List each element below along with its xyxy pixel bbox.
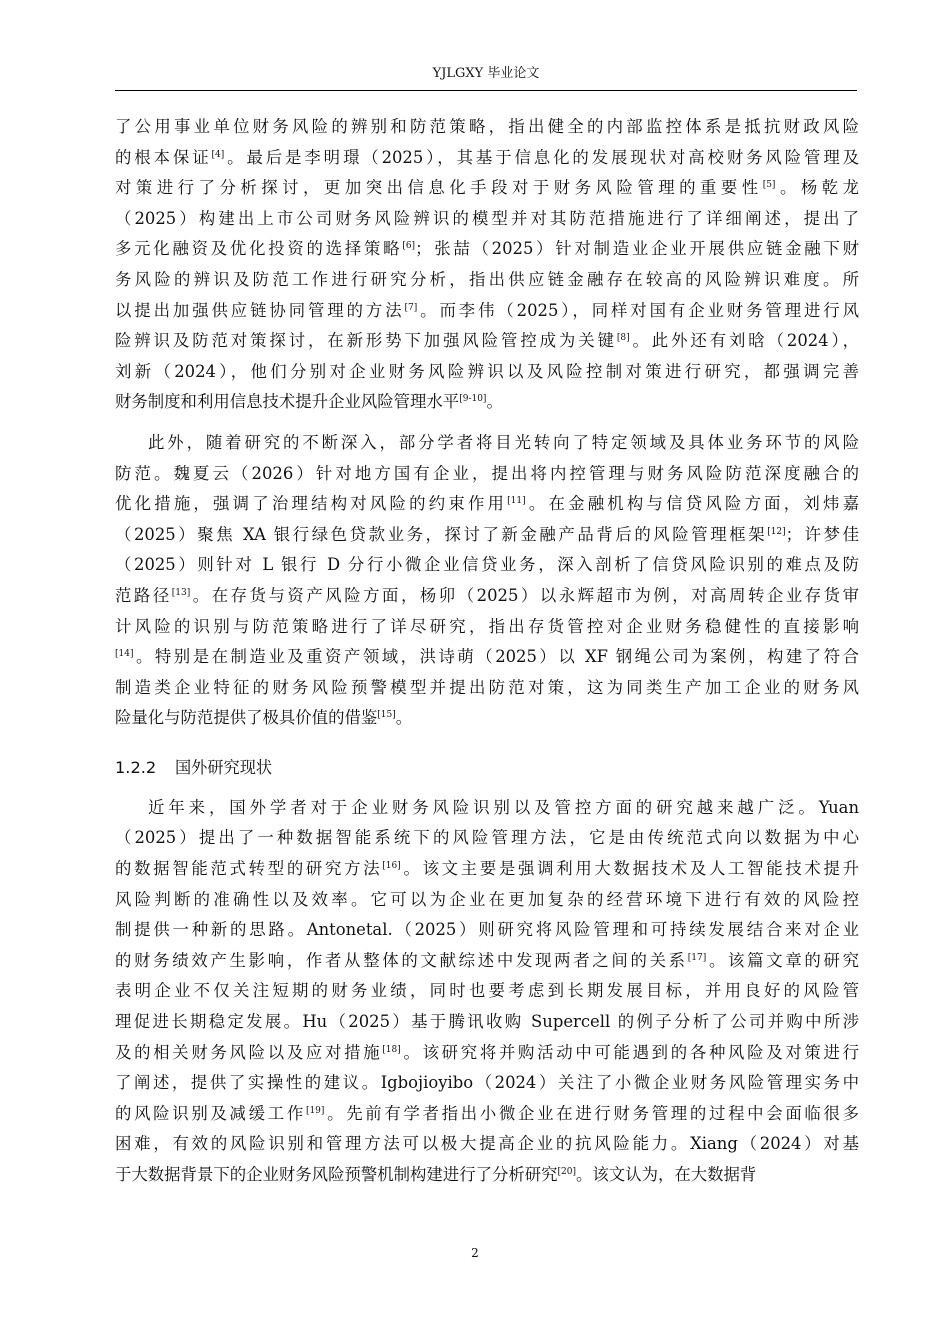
text-line bbox=[115, 673, 859, 704]
text-run: ；张喆（2025）针对制造业企业开展供应链金融下财 bbox=[415, 239, 860, 259]
text-line bbox=[115, 1160, 859, 1191]
text-line bbox=[115, 143, 859, 174]
text-line bbox=[115, 489, 859, 520]
text-run: （2025）提出了一种数据智能系统下的风险管理方法，它是由传统范式向以数据为中心 bbox=[115, 828, 859, 848]
text-line bbox=[115, 173, 859, 204]
citation-ref: [7] bbox=[404, 302, 418, 313]
text-run: 。此外还有刘晗（2024）， bbox=[629, 331, 860, 351]
text-run: 多元化融资及优化投资的选择策略 bbox=[115, 239, 403, 259]
text-line bbox=[115, 234, 859, 265]
text-run: 。杨乾龙 bbox=[775, 178, 860, 198]
text-run: 。特别是在制造业及重资产领域，洪诗萌（2025）以 XF 钢绳公司为案例，构建了符合 bbox=[133, 647, 859, 667]
citation-ref: [15] bbox=[377, 710, 396, 721]
text-run: 。在金融机构与信贷风险方面，刘炜嘉 bbox=[525, 494, 860, 514]
text-line bbox=[115, 612, 859, 643]
citation-ref: [8] bbox=[616, 333, 630, 344]
text-line bbox=[115, 581, 859, 612]
text-line bbox=[115, 550, 859, 581]
text-line bbox=[115, 428, 859, 459]
text-line bbox=[115, 854, 859, 885]
text-line bbox=[115, 946, 859, 977]
text-run: 险辨识及防范对策探讨，在新形势下加强风险管控成为关键 bbox=[115, 331, 617, 351]
text-run: 于大数据背景下的企业财务风险预警机制构建进行了分析研究 bbox=[115, 1165, 558, 1184]
text-run: 制造类企业特征的财务风险预警模型并提出防范对策，这为同类生产加工企业的财务风 bbox=[115, 677, 859, 697]
text-line bbox=[115, 326, 859, 357]
text-run: 计风险的识别与防范策略进行了详尽研究，指出存货管控对企业财务稳健性的直接影响 bbox=[115, 616, 859, 636]
text-run: 及的相关财务风险以及应对措施 bbox=[115, 1042, 383, 1062]
text-run: 财务制度和利用信息技术提升企业风险管理水平 bbox=[115, 392, 460, 412]
section-heading bbox=[115, 753, 859, 783]
text-run: 。该文主要是强调利用大数据技术及人工智能技术提升 bbox=[400, 859, 860, 879]
text-line bbox=[115, 703, 859, 734]
citation-ref: [4] bbox=[211, 149, 225, 160]
citation-ref: [13] bbox=[171, 587, 191, 598]
text-run: （2025）则针对 L 银行 D 分行小微企业信贷业务，深入剖析了信贷风险识别的难点及防 bbox=[115, 555, 859, 575]
text-run: 务风险的辨识及防范工作进行研究分析，指出供应链金融存在较高的风险辨识难度。所 bbox=[115, 269, 859, 289]
citation-ref: [11] bbox=[507, 496, 526, 507]
text-line bbox=[115, 885, 859, 916]
text-line bbox=[115, 823, 859, 854]
paragraph-foreign bbox=[115, 793, 859, 1191]
paragraph-domestic-2 bbox=[115, 428, 859, 734]
text-run: 以提出加强供应链协同管理的方法 bbox=[115, 300, 405, 320]
text-run: 。最后是李明璟（2025），其基于信息化的发展现状对高校财务风险管理及 bbox=[224, 147, 860, 167]
text-line bbox=[115, 1007, 859, 1038]
section-number: 1.2.2 bbox=[115, 757, 157, 777]
text-line bbox=[115, 112, 859, 143]
text-run: 困难，有效的风险识别和管理方法可以极大提高企业的抗风险能力。Xiang（2024）对基 bbox=[115, 1134, 859, 1154]
citation-ref: [17] bbox=[687, 952, 707, 963]
text-line bbox=[115, 296, 859, 327]
text-run: 。 bbox=[486, 392, 503, 412]
text-run: 。该研究将并购活动中可能遇到的各种风险及对策进行 bbox=[400, 1042, 860, 1062]
text-line bbox=[115, 1099, 859, 1130]
text-run: 的数据智能范式转型的研究方法 bbox=[115, 859, 383, 879]
text-run: 制提供一种新的思路。Antonetal.（2025）则研究将风险管理和可持续发展结合来对企业 bbox=[115, 920, 859, 940]
text-run: 表明企业不仅关注短期的财务业绩，同时也要考虑到长期发展目标，并用良好的风险管 bbox=[115, 981, 859, 1001]
text-line bbox=[115, 204, 859, 235]
text-line bbox=[115, 1038, 859, 1069]
text-run: 。 bbox=[395, 708, 413, 728]
text-run: 防范。魏夏云（2026）针对地方国有企业，提出将内控管理与财务风险防范深度融合的 bbox=[115, 463, 859, 483]
text-run: 对策进行了分析探讨，更加突出信息化手段对于财务风险管理的重要性 bbox=[115, 178, 763, 198]
text-line bbox=[115, 357, 859, 388]
text-line bbox=[115, 976, 859, 1007]
text-line bbox=[115, 915, 859, 946]
text-run: （2025）构建出上市公司财务风险辨识的模型并对其防范措施进行了详细阐述，提出了 bbox=[115, 208, 859, 228]
text-line bbox=[115, 1129, 859, 1160]
text-line bbox=[115, 265, 859, 296]
text-run: 刘新（2024），他们分别对企业财务风险辨识以及风险控制对策进行研究，都强调完善 bbox=[115, 361, 859, 381]
text-run: （2025）聚焦 XA 银行绿色贷款业务，探讨了新金融产品背后的风险管理框架 bbox=[115, 524, 768, 544]
text-run: 的根本保证 bbox=[115, 147, 212, 167]
paragraph-domestic-1 bbox=[115, 112, 859, 418]
text-run: 理促进长期稳定发展。Hu（2025）基于腾讯收购 Supercell 的例子分析了公司并购中所涉 bbox=[115, 1012, 859, 1032]
citation-ref: [12] bbox=[767, 526, 786, 537]
citation-ref: [14] bbox=[115, 649, 134, 660]
text-run: 。该文认为，在大数据背 bbox=[576, 1165, 757, 1184]
citation-ref: [5] bbox=[762, 180, 776, 191]
text-run: 范路径 bbox=[115, 585, 172, 605]
page-header bbox=[115, 64, 857, 91]
text-run: 此外，随着研究的不断深入，部分学者将目光转向了特定领域及具体业务环节的风险 bbox=[148, 432, 859, 452]
text-line bbox=[115, 459, 859, 490]
text-run: 。该篇文章的研究 bbox=[706, 950, 860, 970]
header-title: YJLGXY 毕业论文 bbox=[432, 66, 540, 81]
text-line bbox=[115, 520, 859, 551]
citation-ref: [6] bbox=[402, 241, 416, 252]
page-number: 2 bbox=[471, 1246, 479, 1260]
page-body bbox=[115, 112, 859, 1191]
citation-ref: [16] bbox=[382, 861, 401, 872]
text-line bbox=[115, 793, 859, 824]
text-run: ；许梦佳 bbox=[785, 524, 859, 544]
citation-ref: [20] bbox=[557, 1167, 577, 1177]
text-run: 。而李伟（2025），同样对国有企业财务管理进行风 bbox=[417, 300, 860, 320]
text-run: 。在存货与资产风险方面，杨卯（2025）以永辉超市为例，对高周转企业存货审 bbox=[190, 585, 860, 605]
text-line bbox=[115, 1068, 859, 1099]
text-run: 的财务绩效产生影响，作者从整体的文献综述中发现两者之间的关系 bbox=[115, 950, 688, 970]
text-run: 了阐述，提供了实操性的建议。Igbojioyibo（2024）关注了小微企业财务风险管理实务中 bbox=[115, 1073, 859, 1093]
text-line bbox=[115, 642, 859, 673]
section-title: 国外研究现状 bbox=[175, 757, 273, 777]
text-run: 的风险识别及减缓工作 bbox=[115, 1103, 306, 1123]
text-run: 风险判断的准确性以及效率。它可以为企业在更加复杂的经营环境下进行有效的风险控 bbox=[115, 889, 859, 909]
text-line bbox=[115, 387, 859, 418]
text-run: 优化措施，强调了治理结构对风险的约束作用 bbox=[115, 494, 508, 514]
text-run: 险量化与防范提供了极具价值的借鉴 bbox=[115, 708, 378, 728]
citation-ref: [18] bbox=[382, 1044, 401, 1055]
text-run: 。先前有学者指出小微企业在进行财务管理的过程中会面临很多 bbox=[324, 1103, 860, 1123]
citation-ref: [9-10] bbox=[459, 394, 487, 405]
citation-ref: [19] bbox=[305, 1105, 325, 1116]
text-run: 了公用事业单位财务风险的辨别和防范策略，指出健全的内部监控体系是抵抗财政风险 bbox=[115, 117, 859, 136]
text-run: 近年来，国外学者对于企业财务风险识别以及管控方面的研究越来越广泛。Yuan bbox=[148, 797, 859, 817]
